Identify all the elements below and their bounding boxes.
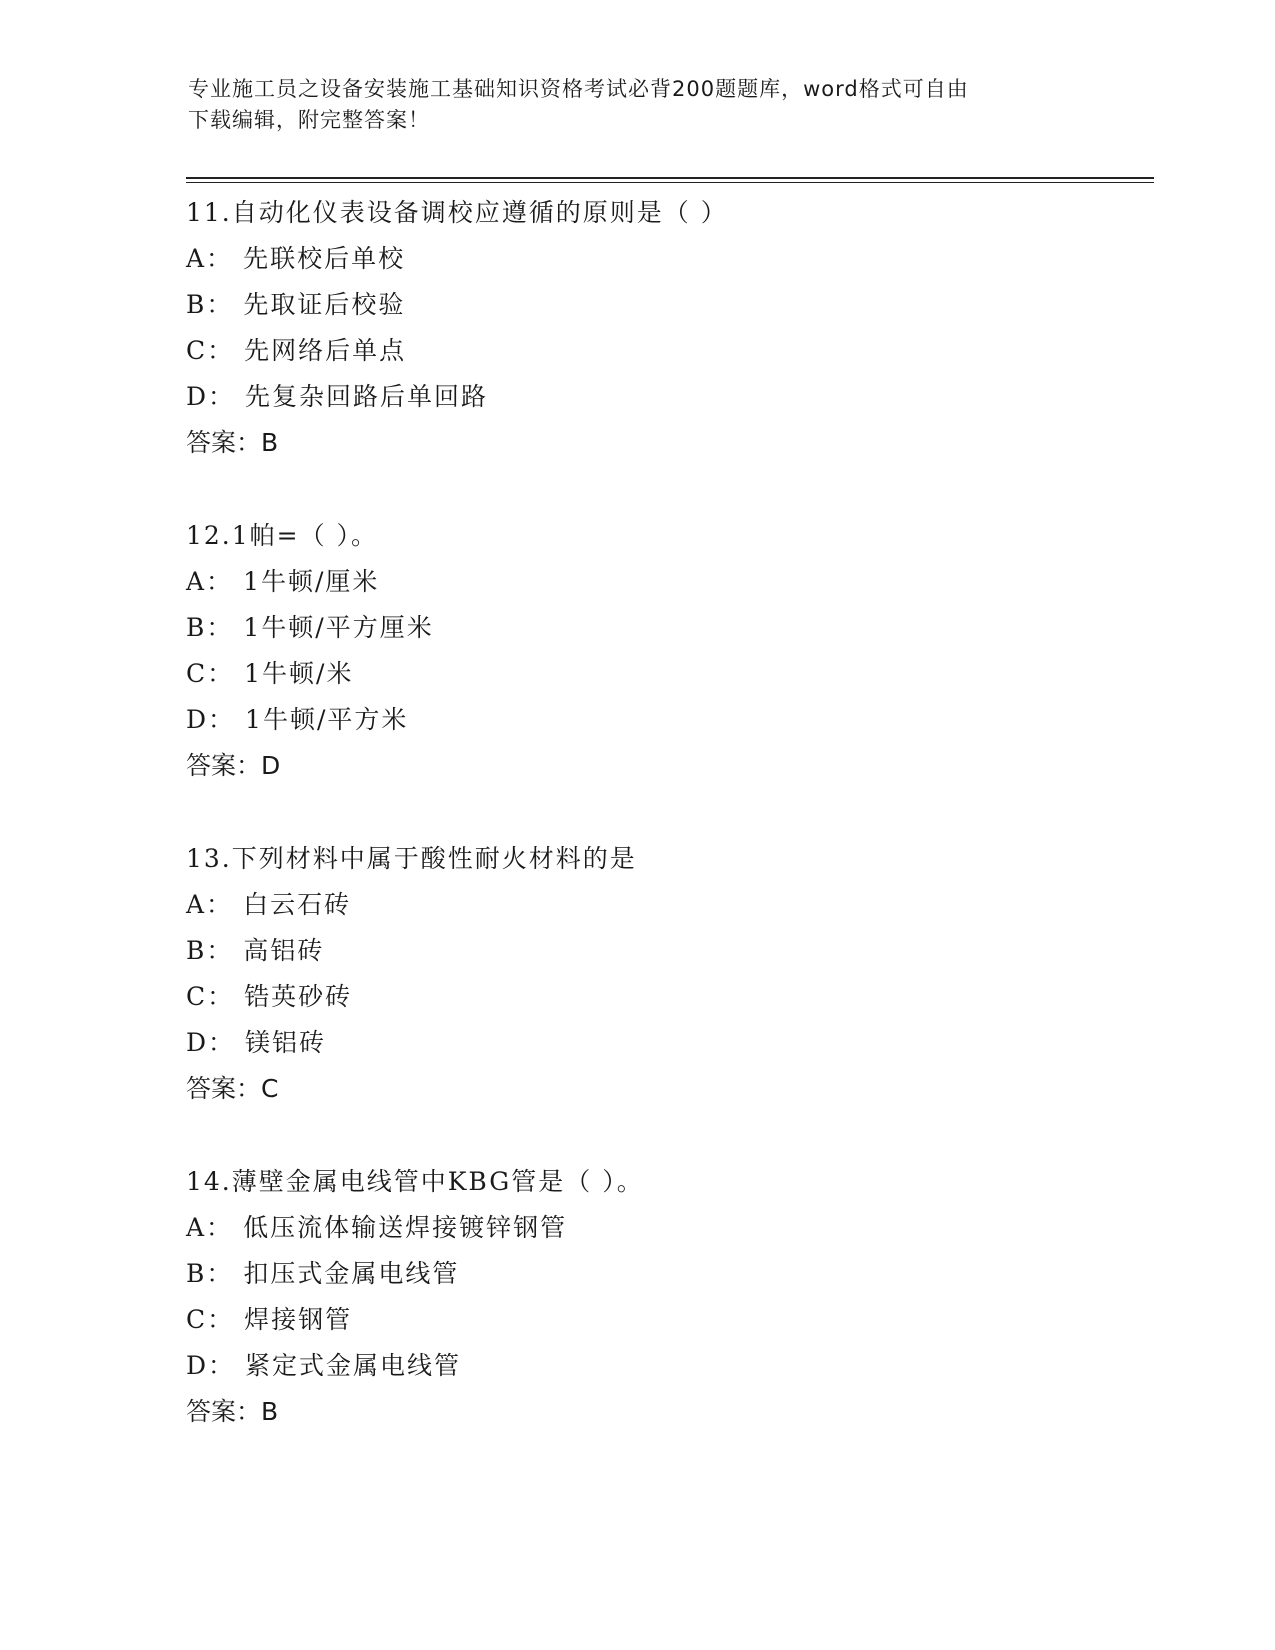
question-stem: 13.下列材料中属于酸性耐火材料的是 <box>186 844 637 873</box>
option-c <box>186 651 1146 697</box>
question-list <box>186 190 1146 1482</box>
option-b <box>186 928 1146 974</box>
option-text: 扣压式金属电线管 <box>243 1259 460 1288</box>
option-c <box>186 974 1146 1020</box>
header-line-2: 下载编辑，附完整答案！ <box>188 108 430 132</box>
question-stem: 14.薄壁金属电线管中KBG管是（ ）。 <box>186 1167 644 1196</box>
option-text: 镁铝砖 <box>245 1028 327 1057</box>
option-d <box>186 1020 1146 1066</box>
option-key: B： <box>186 613 234 642</box>
question-stem: 12.1帕=（ ）。 <box>186 521 379 550</box>
option-key: D： <box>186 1351 236 1380</box>
option-d <box>186 697 1146 743</box>
option-text: 低压流体输送焊接镀锌钢管 <box>243 1213 568 1242</box>
option-text: 紧定式金属电线管 <box>245 1351 462 1380</box>
option-key: C： <box>186 982 235 1011</box>
answer-line: 答案：D <box>186 751 281 780</box>
option-d <box>186 1343 1146 1389</box>
option-b <box>186 605 1146 651</box>
option-key: D： <box>186 382 236 411</box>
answer-line: 答案：B <box>186 1397 279 1426</box>
document-header <box>188 74 1088 136</box>
option-text: 1牛顿/米 <box>244 659 354 688</box>
option-key: D： <box>186 1028 236 1057</box>
option-b <box>186 282 1146 328</box>
header-divider-thin <box>186 182 1154 183</box>
option-key: B： <box>186 290 234 319</box>
option-key: A： <box>186 244 234 273</box>
answer-line: 答案：B <box>186 428 279 457</box>
option-text: 先复杂回路后单回路 <box>245 382 489 411</box>
option-key: B： <box>186 936 234 965</box>
header-line-1: 专业施工员之设备安装施工基础知识资格考试必背200题题库，word格式可自由 <box>188 77 969 101</box>
option-key: B： <box>186 1259 234 1288</box>
option-a <box>186 1205 1146 1251</box>
question-11 <box>186 190 1146 466</box>
option-key: A： <box>186 1213 234 1242</box>
option-text: 白云石砖 <box>243 890 352 919</box>
option-text: 先取证后校验 <box>243 290 406 319</box>
option-text: 高铝砖 <box>243 936 325 965</box>
option-d <box>186 374 1146 420</box>
option-b <box>186 1251 1146 1297</box>
option-key: C： <box>186 1305 235 1334</box>
question-14 <box>186 1159 1146 1435</box>
question-13 <box>186 836 1146 1112</box>
option-key: C： <box>186 659 235 688</box>
option-text: 1牛顿/厘米 <box>243 567 380 596</box>
option-a <box>186 882 1146 928</box>
option-text: 先网络后单点 <box>244 336 407 365</box>
option-text: 1牛顿/平方厘米 <box>243 613 434 642</box>
header-divider-thick <box>186 177 1154 179</box>
option-text: 锆英砂砖 <box>244 982 353 1011</box>
option-c <box>186 328 1146 374</box>
option-key: A： <box>186 890 234 919</box>
option-text: 焊接钢管 <box>244 1305 353 1334</box>
question-stem: 11.自动化仪表设备调校应遵循的原则是（ ） <box>186 198 728 227</box>
option-text: 先联校后单校 <box>243 244 406 273</box>
question-12 <box>186 513 1146 789</box>
option-key: A： <box>186 567 234 596</box>
option-text: 1牛顿/平方米 <box>245 705 409 734</box>
option-a <box>186 236 1146 282</box>
option-c <box>186 1297 1146 1343</box>
option-key: C： <box>186 336 235 365</box>
option-a <box>186 559 1146 605</box>
option-key: D： <box>186 705 236 734</box>
answer-line: 答案：C <box>186 1074 279 1103</box>
